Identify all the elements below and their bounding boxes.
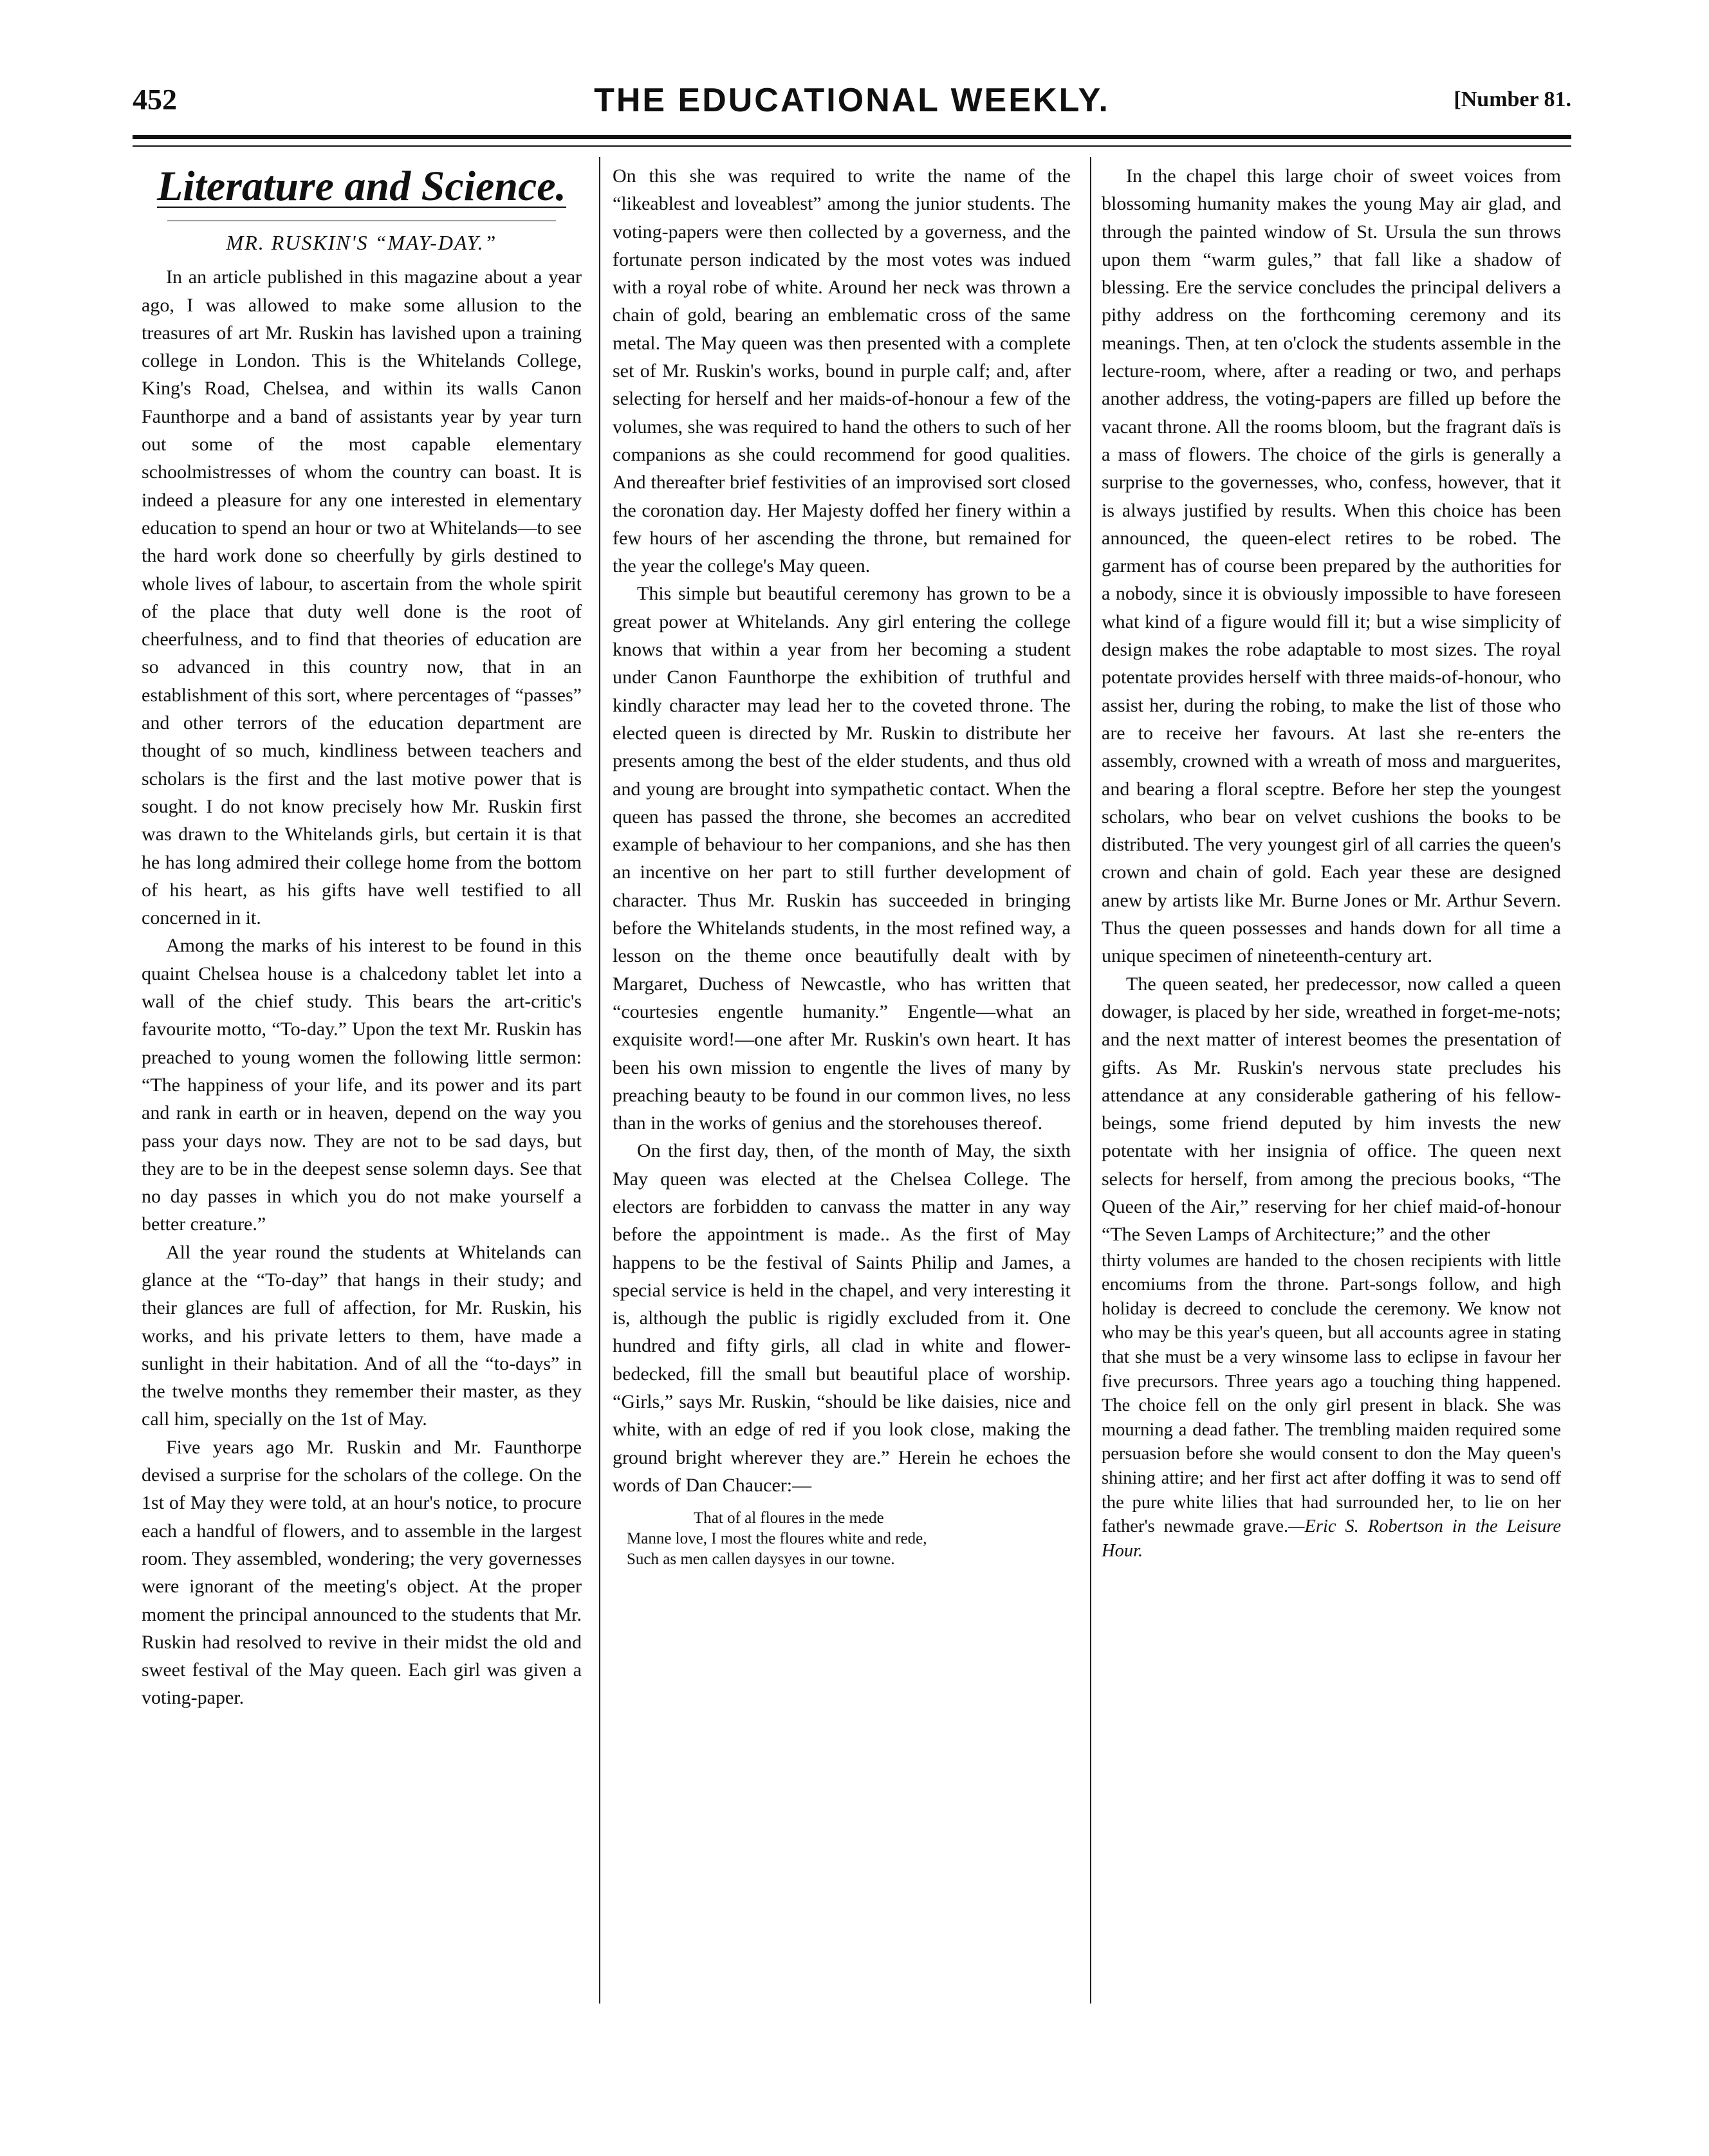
paragraph: All the year round the students at Whitelands can glance at the “To-day” that hangs in their study; and their glances are full of affection, for Mr. Ruskin, his works, and his private letters to them, have made a sunlight in their habitation. And of all the “to-days” in the twelve months they remember their master, as they call him, specially on the 1st of May.	[142, 1241, 582, 1430]
verse-line: That of al floures in the mede	[694, 1509, 884, 1527]
paragraph: The queen seated, her predecessor, now called a queen dowager, is placed by her side, wreathed in forget-me-nots; and the next matter of interest beomes the presentation of gifts. As Mr. Ruskin's nervous state precludes his attendance at any considerable gathering of his fellow-beings, some friend deputed by him invests the new potentate with her insignia of office. The queen next selects for herself, from among the precious books, “The Queen of the Air,” reserving for her chief maid-of-honour “The Seven Lamps of Architecture;” and the other	[1102, 973, 1561, 1246]
paragraph: On the first day, then, of the month of May, the sixth May queen was elected at the Chelsea College. The electors are forbidden to canvass the matter in any way before the appointment is made.. As the first of May happens to be the festival of Saints Philip and James, a special service is held in the chapel, and very interesting it is, although the public is rigidly excluded from it. One hundred and fifty girls, all clad in white and flower-bedecked, fill the small but beautiful place of worship. “Girls,” says Mr. Ruskin, “should be like daisies, nice and white, with an edge of red if you look close, making the ground bright wherever they are.” Herein he echoes the words of Dan Chaucer:—	[613, 1140, 1071, 1496]
paragraph: Among the marks of his interest to be found in this quaint Chelsea house is a chalcedony tablet let into a wall of the chief study. This bears the art-critic's favourite motto, “To-day.” Upon the text Mr. Ruskin has preached to young women the following little sermon: “The happiness of your life, and its power and its part and rank in earth or in heaven, depend on the way you pass your days now. They are not to be sad days, but they are to be in the deepest sense solemn days. See that no day passes in which you do not make yourself a better creature.”	[142, 935, 582, 1235]
column-divider-1	[599, 157, 600, 2004]
column-divider-2	[1090, 157, 1091, 2004]
paragraph-tail	[1102, 1249, 1561, 1563]
verse-line: Such as men callen daysyes in our towne.	[627, 1551, 895, 1569]
article-signature: —Eric S. Robertson in the Leisure Hour.	[1102, 1516, 1562, 1561]
column-2	[613, 162, 1071, 1570]
journal-title: THE EDUCATIONAL WEEKLY.	[594, 82, 1110, 119]
header-rule-thick	[133, 135, 1571, 139]
verse-quote	[613, 1508, 1071, 1570]
page-number: 452	[133, 83, 177, 116]
section-title: Literature and Science.	[156, 163, 567, 210]
page-header	[133, 82, 1571, 121]
column-1	[142, 162, 582, 1712]
column-3	[1102, 162, 1561, 1563]
article-title: MR. RUSKIN'S “MAY-DAY.”	[226, 231, 497, 254]
paragraph-tail-text: thirty volumes are handed to the chosen recipients with little encomiums from the throne. Part-songs follow, and high holiday is decreed to conclude the ceremony. We know not who may be this year's queen, but all accounts agree in stating that she must be a very winsome lass to eclipse in favour her five precursors. Three years ago a touching thing happened. The choice fell on the only girl present in black. She was mourning a dead father. The trembling maiden required some persuasion before she would consent to don the May queen's shining attire; and her first act after doffing it was to send off the pure white lilies that had surrounded her, to lie on her father's newmade grave.	[1102, 1250, 1561, 1537]
issue-number: [Number 81.	[1454, 88, 1571, 111]
header-rule-thin	[133, 145, 1571, 147]
paragraph: In an article published in this magazine about a year ago, I was allowed to make some allusion to the treasures of art Mr. Ruskin has lavished upon a training college in London. This is the Whitelands College, King's Road, Chelsea, and within its walls Canon Faunthorpe and a band of assistants year by year turn out some of the most capable elementary schoolmistresses of whom the country can boast. It is indeed a pleasure for any one interested in elementary education to spend an hour or two at Whitelands—to see the hard work done so cheerfully by girls destined to whole lives of labour, to ascertain from the whole spirit of the place that duty well done is the root of cheerfulness, and to find that theories of education are so advanced in this country now, that in an establishment of this sort, where percentages of “passes” and other terrors of the education department are thought of so much, kindliness between teachers and scholars is the first and the last motive power that is sought. I do not know precisely how Mr. Ruskin first was drawn to the Whitelands girls, but certain it is that he has long admired their college home from the bottom of his heart, as his gifts have well testified to all concerned in it.	[142, 266, 582, 929]
paragraph: Five years ago Mr. Ruskin and Mr. Faunthorpe devised a surprise for the scholars of the college. On the 1st of May they were told, at an hour's notice, to procure each a handful of flowers, and to assemble in the largest room. They assembled, wondering; the very governesses were ignorant of the meeting's object. At the proper moment the principal announced to the students that Mr. Ruskin had resolved to revive in their midst the old and sweet festival of the May queen. Each girl was given a voting-paper.	[142, 1436, 582, 1709]
paragraph: This simple but beautiful ceremony has grown to be a great power at Whitelands. Any girl entering the college knows that within a year from her becoming a student under Canon Faunthorpe the exhibition of truthful and kindly character may lead her to the coveted throne. The elected queen is directed by Mr. Ruskin to distribute her presents among the best of the elder students, and thus old and young are brought into sympathetic contact. When the queen has passed the throne, she becomes an accredited example of behaviour to her companions, and she has then an incentive on her part to still further development of character. Thus Mr. Ruskin has succeeded in bringing before the Whitelands students, in the most refined way, a lesson on the theme once beautifully dealt with by Margaret, Duchess of Newcastle, who has written that “courtesies engentle humanity.” Engentle—what an exquisite word!—one after Mr. Ruskin's own heart. It has been his own mission to engentle the lives of many by preaching beauty to be found in our common lives, no less than in the works of genius and the storehouses thereof.	[613, 583, 1071, 1134]
section-title-rule	[167, 220, 556, 221]
paragraph: In the chapel this large choir of sweet voices from blossoming humanity makes the young May air glad, and through the painted window of St. Ursula the sun throws upon them “warm gules,” that fall like a shadow of blessing. Ere the service concludes the principal delivers a pithy address on the forthcoming ceremony and its meanings. Then, at ten o'clock the students assemble in the lecture-room, where, after a reading or two, and perhaps another address, the voting-papers are filled up before the vacant throne. All the rooms bloom, but the fragrant daïs is a mass of flowers. The choice of the girls is generally a surprise to the governesses, who, confess, however, that it is always justified by results. When this choice has been announced, the queen-elect retires to be robed. The garment has of course been prepared by the authorities for a nobody, since it is obviously impossible to have foreseen what kind of a figure would fill it; but a wise simplicity of design makes the robe adaptable to most sizes. The royal potentate provides herself with three maids-of-honour, who assist her, during the robing, to make the list of those who are to receive her favours. At last she re-enters the assembly, crowned with a wreath of moss and marguerites, and bearing a floral sceptre. Before her step the youngest scholars, who bear on velvet cushions the books to be distributed. The very youngest girl of all carries the queen's crown and chain of gold. Each year these are designed anew by artists like Mr. Burne Jones or Mr. Arthur Severn. Thus the queen possesses and hands down for all time a unique specimen of nineteenth-century art.	[1102, 165, 1561, 967]
paragraph: On this she was required to write the name of the “likeablest and loveablest” among the junior students. The voting-papers were then collected by a governess, and the fortunate person indicated by the most votes was indued with a royal robe of white. Around her neck was thrown a chain of gold, bearing an emblematic cross of the same metal. The May queen was then presented with a complete set of Mr. Ruskin's works, bound in purple calf; and, after selecting for herself and her maids-of-honour a few of the volumes, she was required to hand the others to such of her companions as she could recommend for good qualities. And thereafter brief festivities of an improvised sort closed the coronation day. Her Majesty doffed her finery within a few hours of her ascending the throne, but remained for the year the college's May queen.	[613, 165, 1071, 577]
verse-line: Manne love, I most the floures white and rede,	[627, 1530, 927, 1548]
